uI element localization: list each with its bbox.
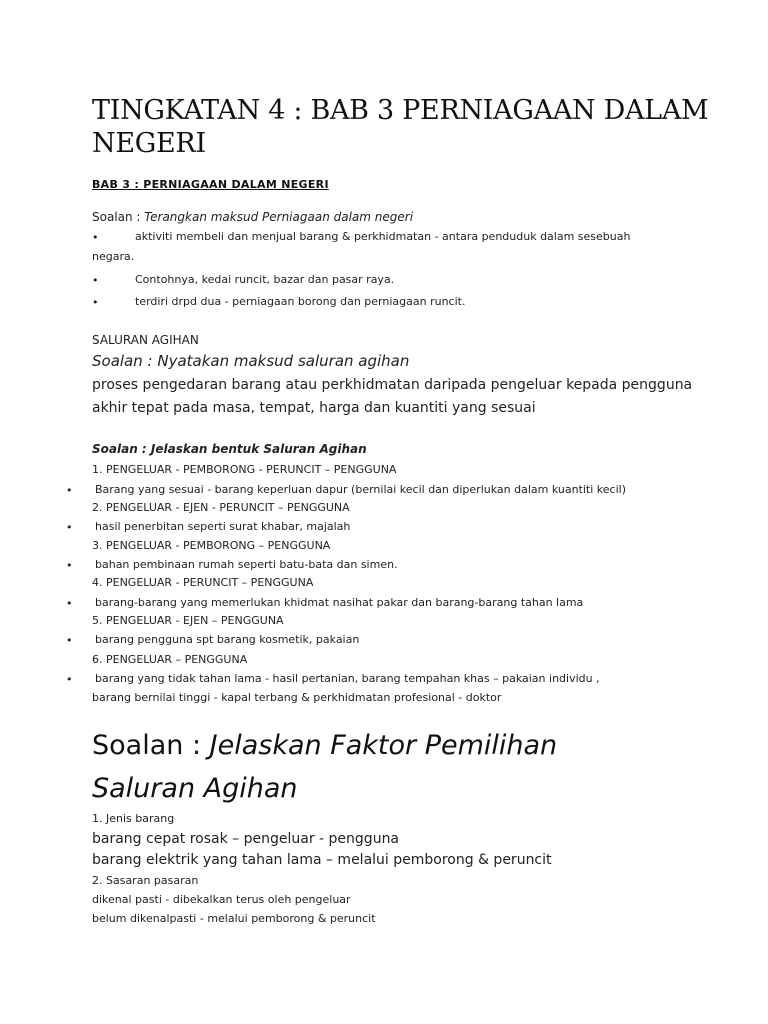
soalan-label: Soalan : — [92, 210, 145, 224]
soalan-2: Soalan : Nyatakan maksud saluran agihan — [92, 352, 410, 370]
channel-example: barang yang tidak tahan lama - hasil pertanian, barang tempahan khas – pakaian individu , — [95, 672, 600, 685]
bullet-icon: • — [66, 673, 73, 686]
soalan-4-line2: Saluran Agihan — [92, 773, 298, 804]
soalan-1 — [92, 210, 413, 224]
answer-line: proses pengedaran barang atau perkhidmatan daripada pengeluar kepada pengguna — [92, 377, 693, 393]
channel-example: Barang yang sesuai - barang keperluan dapur (bernilai kecil dan diperlukan dalam kuantiti kecil) — [95, 483, 626, 496]
list-item: aktiviti membeli dan menjual barang & perkhidmatan - antara penduduk dalam sesebuah — [135, 230, 631, 243]
bullet-icon: • — [92, 274, 99, 287]
list-item: Contohnya, kedai runcit, bazar dan pasar raya. — [135, 273, 395, 286]
soalan-text: Terangkan maksud Perniagaan dalam negeri — [144, 210, 414, 224]
channel-label: 5. PENGELUAR - EJEN – PENGGUNA — [92, 614, 284, 627]
list-item: negara. — [92, 250, 135, 263]
bullet-icon: • — [92, 296, 99, 309]
channel-example: hasil penerbitan seperti surat khabar, majalah — [95, 520, 351, 533]
factor-label: 1. Jenis barang — [92, 812, 175, 825]
soalan-label: Soalan : — [92, 730, 210, 761]
factor-line: dikenal pasti - dibekalkan terus oleh pengeluar — [92, 893, 351, 906]
channel-label: 4. PENGELUAR - PERUNCIT – PENGGUNA — [92, 576, 314, 589]
channel-label: 1. PENGELUAR - PEMBORONG - PERUNCIT – PENGGUNA — [92, 463, 397, 476]
channel-label: 6. PENGELUAR – PENGGUNA — [92, 653, 248, 666]
factor-label: 2. Sasaran pasaran — [92, 874, 199, 887]
answer-line: akhir tepat pada masa, tempat, harga dan kuantiti yang sesuai — [92, 400, 536, 416]
bullet-icon: • — [66, 484, 73, 497]
bullet-icon: • — [92, 231, 99, 244]
soalan-4-line1 — [92, 729, 557, 763]
bullet-icon: • — [66, 597, 73, 610]
channel-example: barang pengguna spt barang kosmetik, pakaian — [95, 633, 360, 646]
channel-example-extra: barang bernilai tinggi - kapal terbang & perkhidmatan profesional - doktor — [92, 691, 502, 704]
factor-line: barang cepat rosak – pengeluar - pengguna — [92, 831, 400, 847]
channel-label: 3. PENGELUAR - PEMBORONG – PENGGUNA — [92, 539, 331, 552]
bullet-icon: • — [66, 559, 73, 572]
document-title: TINGKATAN 4 : BAB 3 PERNIAGAAN DALAM NEGERI — [92, 95, 709, 159]
chapter-heading: BAB 3 : PERNIAGAAN DALAM NEGERI — [92, 178, 329, 191]
channel-example: barang-barang yang memerlukan khidmat nasihat pakar dan barang-barang tahan lama — [95, 596, 584, 609]
factor-line: belum dikenalpasti - melalui pemborong & peruncit — [92, 912, 376, 925]
list-item: terdiri drpd dua - perniagaan borong dan perniagaan runcit. — [135, 295, 466, 308]
section-heading: SALURAN AGIHAN — [92, 333, 199, 347]
channel-example: bahan pembinaan rumah seperti batu-bata dan simen. — [95, 558, 398, 571]
bullet-icon: • — [66, 634, 73, 647]
channel-label: 2. PENGELUAR - EJEN - PERUNCIT – PENGGUNA — [92, 501, 350, 514]
factor-line: barang elektrik yang tahan lama – melalui pemborong & peruncit — [92, 852, 552, 868]
bullet-icon: • — [66, 521, 73, 534]
soalan-3: Soalan : Jelaskan bentuk Saluran Agihan — [92, 442, 367, 456]
soalan-text: Jelaskan Faktor Pemilihan — [209, 730, 558, 761]
